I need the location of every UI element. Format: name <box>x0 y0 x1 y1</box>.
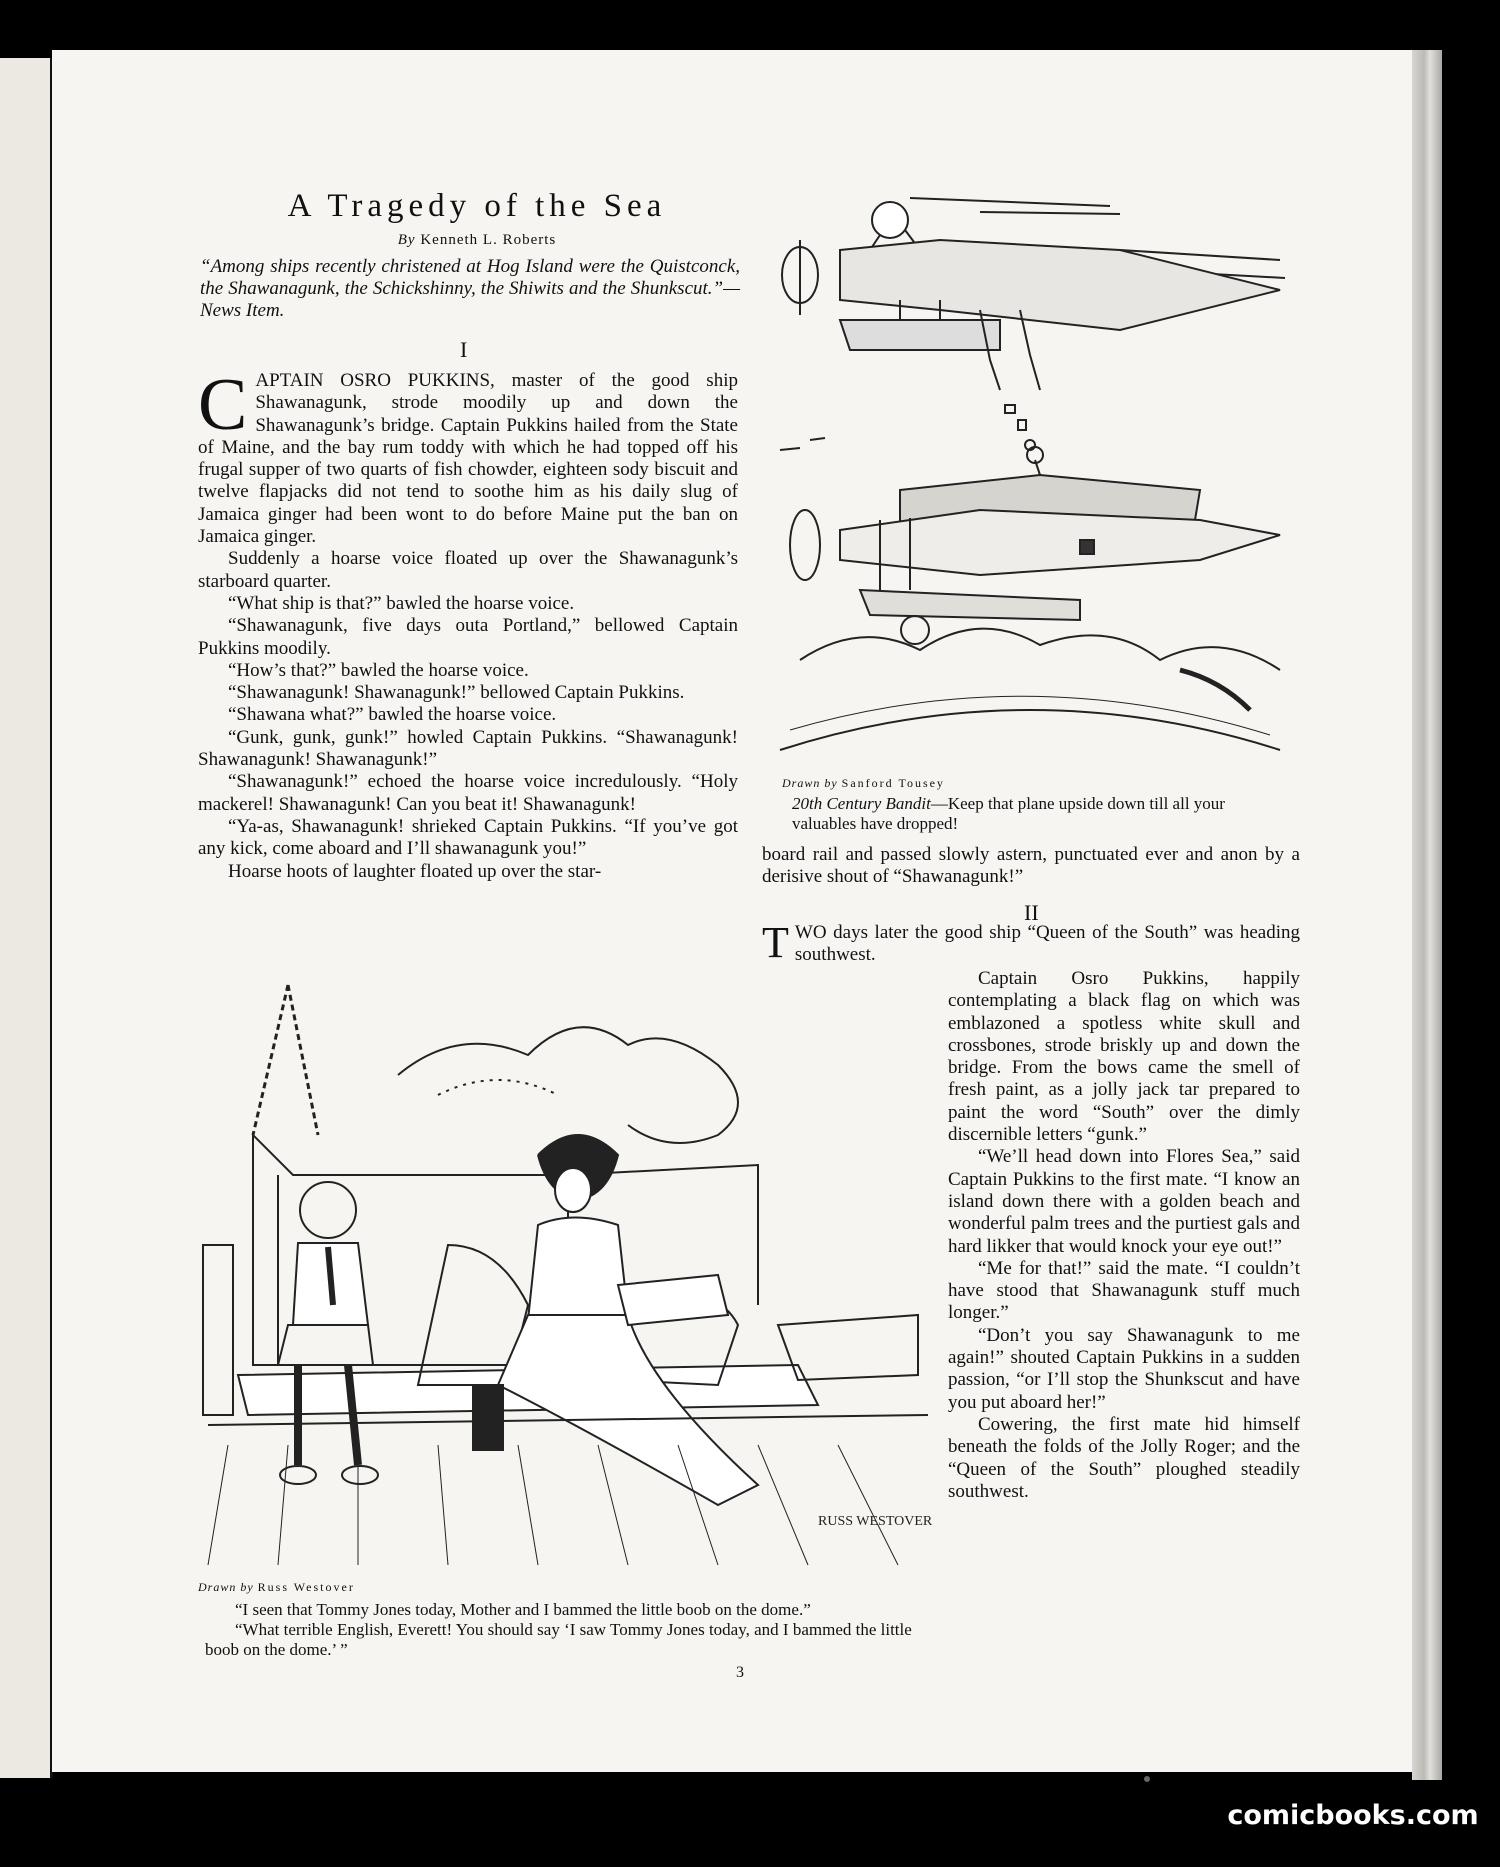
section-numeral-1: I <box>460 337 468 362</box>
plane-caption <box>792 794 1282 834</box>
paragraph: “Gunk, gunk, gunk!” howled Captain Pukkins. “Shawanagunk! Shawanagunk! Shawanagunk!” <box>198 726 738 771</box>
credit-name: Sanford Tousey <box>841 776 945 790</box>
porch-cartoon <box>198 985 933 1575</box>
paragraph: Suddenly a hoarse voice floated up over the Shawanagunk’s starboard quarter. <box>198 548 738 592</box>
paragraph: Hoarse hoots of laughter floated up over the star- <box>228 860 602 882</box>
paragraph: “How’s that?” bawled the hoarse voice. <box>228 659 529 681</box>
porch-credit <box>198 1580 355 1595</box>
article-title: A Tragedy of the Sea <box>287 188 667 224</box>
column-2-continuation: board rail and passed slowly astern, punctuated ever and anon by a derisive shout of “Shawanagunk!” <box>762 844 1300 888</box>
credit-name: Russ Westover <box>257 1580 355 1594</box>
credit-prefix: Drawn by <box>198 1580 254 1594</box>
watermark: comicbooks.com <box>1227 1800 1479 1831</box>
paragraph: “Shawanagunk! Shawanagunk!” bellowed Captain Pukkins. <box>228 682 685 704</box>
column-2 <box>948 968 1300 1503</box>
paragraph: Cowering, the first mate hid himself beneath the folds of the Jolly Roger; and the “Queen of the South” ploughed steadily southwest. <box>948 1413 1300 1502</box>
credit-prefix: Drawn by <box>782 776 838 790</box>
caption-text: —Keep that plane upside down till all your valuables have dropped! <box>792 794 1225 833</box>
scan-speck <box>1144 1776 1150 1782</box>
drop-cap: T <box>762 918 789 967</box>
airplane-cartoon <box>780 190 1290 760</box>
byline-prefix: By <box>397 232 416 248</box>
paragraph: “What ship is that?” bawled the hoarse voice. <box>228 592 575 614</box>
porch-caption <box>205 1600 925 1660</box>
page-number: 3 <box>736 1664 744 1681</box>
artist-signature: RUSS WESTOVER <box>818 1514 933 1529</box>
paragraph: “Me for that!” said the mate. “I couldn’t have stood that Shawanagunk stuff much longer.” <box>948 1257 1300 1324</box>
page-stack-edge <box>1412 50 1442 1780</box>
column-1 <box>198 364 738 883</box>
epigraph: “Among ships recently christened at Hog Island were the Quistconck, the Shawanagunk, the Schickshinny, the Shiwits and the Shunkscut.”—News Item. <box>200 256 740 321</box>
caption-line: “I seen that Tommy Jones today, Mother and I bammed the little boob on the dome.” <box>235 1600 811 1619</box>
paragraph: “Shawanagunk, five days outa Portland,” bellowed Captain Pukkins moodily. <box>198 615 738 659</box>
section-numeral-2: II <box>1024 900 1039 925</box>
paragraph: “Don’t you say Shawanagunk to me again!” shouted Captain Pukkins in a sudden passion, “or I’ll stop the Shunkscut and have you put aboard her!” <box>948 1324 1300 1413</box>
paragraph: “Shawana what?” bawled the hoarse voice. <box>228 704 557 726</box>
paragraph: good ship Shawanagunk, strode moodily up and down the Shawanagunk’s bridge. Captain Pukkins hailed from the State of Maine, and the bay rum toddy with which he had topped off his frugal supper of two quarts of fish chowder, eighteen sody biscuit and twelve flapjacks did not tend to soothe him as his daily slug of Jamaica ginger had been wont to do before Maine put the ban on Jamaica ginger. <box>198 370 738 548</box>
facing-page-edge <box>0 58 53 1778</box>
opening-line: WO days later the good ship “Queen of the South” was heading southwest. <box>794 922 1300 966</box>
opening-paragraph <box>198 364 738 548</box>
caption-line: “What terrible English, Everett! You should say ‘I saw Tommy Jones today, and I bammed the little boob on the dome.’ ” <box>205 1620 912 1659</box>
paragraph: “Shawanagunk!” echoed the hoarse voice incredulously. “Holy mackerel! Shawanagunk! Can you beat it! Shawanagunk! <box>198 771 738 815</box>
caption-title: 20th Century Bandit <box>792 794 931 813</box>
paragraph: Captain Osro Pukkins, happily contemplating a black flag on which was emblazoned a spotless white skull and crossbones, strode briskly up and down the bridge. From the bows came the smell of fresh paint, as a jolly jack tar prepared to paint the word “South” over the dimly discernible letters “gunk.” <box>948 968 1300 1146</box>
paragraph: “We’ll head down into Flores Sea,” said Captain Pukkins to the first mate. “I know an island down there with a golden beach and wonderful palm trees and the purtiest gals and hard likker that would knock your eye out!” <box>948 1146 1300 1257</box>
author-name: Kenneth L. Roberts <box>420 232 557 248</box>
drop-cap: C <box>198 364 248 446</box>
opening-line: APTAIN OSRO PUKKINS, master of the <box>255 370 635 391</box>
byline <box>262 232 692 249</box>
section-2-opening <box>762 918 1300 967</box>
paragraph: “Ya-as, Shawanagunk! shrieked Captain Pukkins. “If you’ve got any kick, come aboard and I’ll shawanagunk you!” <box>198 815 738 860</box>
plane-credit <box>782 776 945 791</box>
